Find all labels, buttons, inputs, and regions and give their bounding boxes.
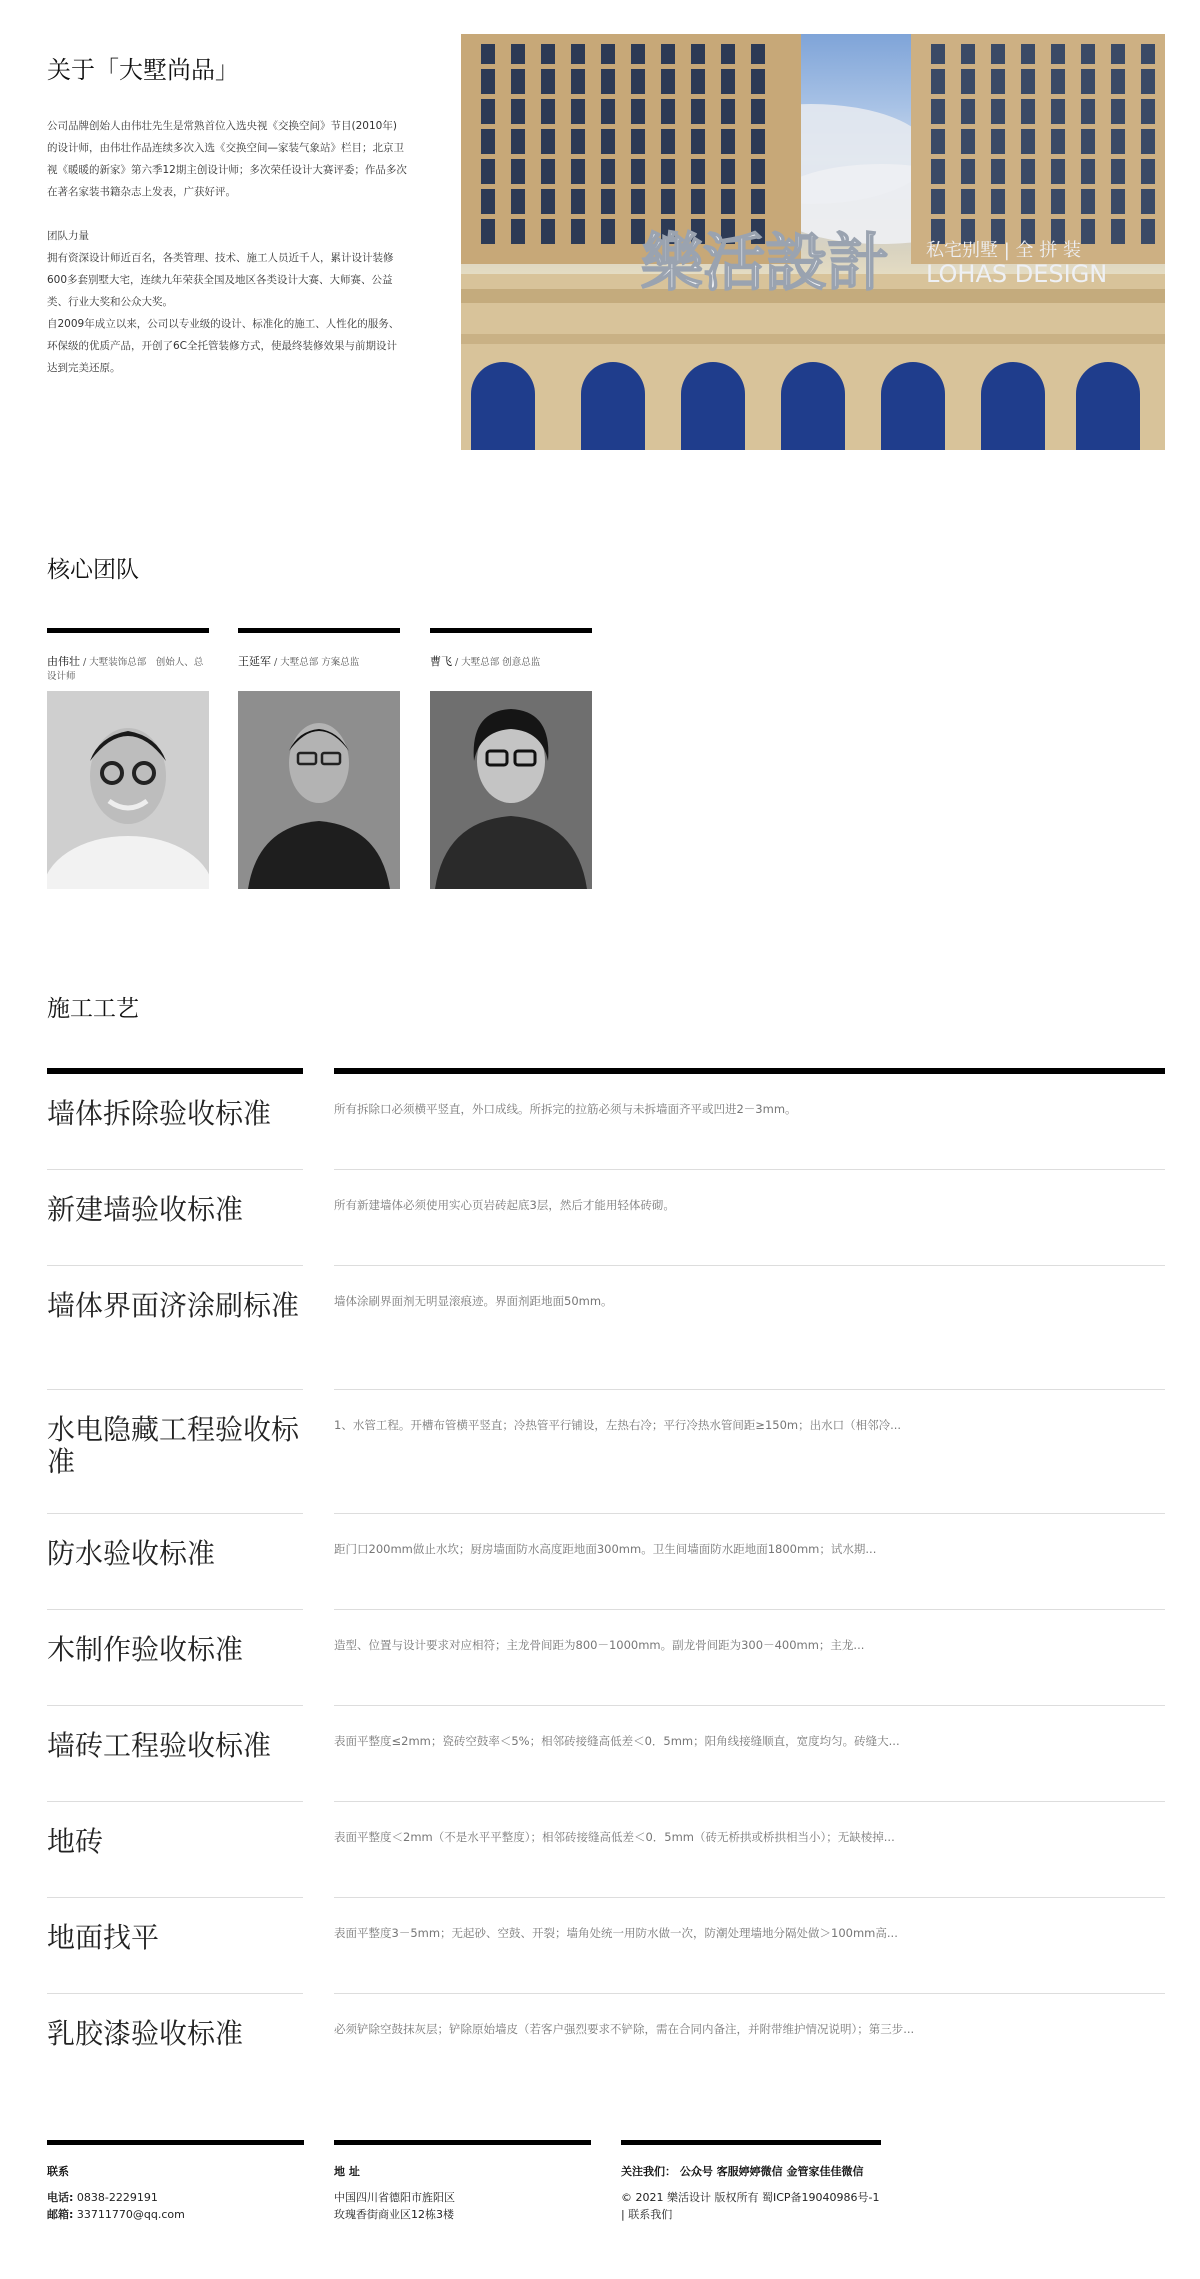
craft-row-title[interactable]: 地砖 xyxy=(47,1825,104,1858)
craft-row[interactable] xyxy=(47,1994,1165,2090)
member-caption xyxy=(430,655,592,691)
footer-contact-title: 联系 xyxy=(47,2165,69,2178)
photo-sign-sub-cn: 私宅别墅 | 全 拼 装 xyxy=(926,240,1081,261)
craft-row-desc: 所有拆除口必须横平竖直，外口成线。所拆完的拉筋必须与未拆墙面齐平或凹进2－3mm。 xyxy=(334,1102,797,1116)
footer-contact-info xyxy=(47,2189,304,2223)
about-title: 关于「大墅尚品」 xyxy=(47,56,239,84)
craft-row[interactable] xyxy=(47,1266,1165,1390)
member-rule xyxy=(238,628,400,633)
footer-address-title: 地 址 xyxy=(334,2165,360,2178)
contact-us-link[interactable]: | 联系我们 xyxy=(621,2208,673,2221)
member-caption xyxy=(238,655,400,691)
craft-row-desc: 墙体涂刷界面剂无明显滚痕迹。界面剂距地面50mm。 xyxy=(334,1294,613,1308)
member-role: / 大墅总部 方案总监 xyxy=(271,657,360,668)
member-photo xyxy=(238,691,400,889)
photo-sign-main: 樂活設計 xyxy=(641,226,890,299)
craft-row-title[interactable]: 木制作验收标准 xyxy=(47,1633,244,1666)
footer-follow-info xyxy=(621,2189,881,2223)
craft-row-title[interactable]: 水电隐藏工程验收标准 xyxy=(47,1413,300,1478)
about-text xyxy=(47,34,407,379)
craft-row[interactable] xyxy=(47,1610,1165,1706)
email-label: 邮箱: xyxy=(47,2208,74,2221)
about-paragraph-team: 拥有资深设计师近百名，各类管理、技术、施工人员近千人，累计设计装修600多套别墅大宅，连续九年荣获全国及地区各类设计大赛、大师赛、公益类、行业大奖和公众大奖。 xyxy=(47,251,394,308)
about-team-heading: 团队力量 xyxy=(47,229,89,242)
member-photo xyxy=(47,691,209,889)
craft-row-title[interactable]: 墙体界面济涂刷标准 xyxy=(47,1289,300,1322)
address-line-1: 中国四川省德阳市旌阳区 xyxy=(334,2191,455,2204)
member-photo xyxy=(430,691,592,889)
footer-rule xyxy=(621,2140,881,2145)
craft-row-title[interactable]: 墙体拆除验收标准 xyxy=(47,1097,272,1130)
craft-title: 施工工艺 xyxy=(47,996,139,1022)
member-role: / 大墅装饰总部 创始人、总设计师 xyxy=(47,657,204,682)
craft-row[interactable] xyxy=(47,1802,1165,1898)
craft-row-title[interactable]: 乳胶漆验收标准 xyxy=(47,2017,244,2050)
craft-row-title[interactable]: 地面找平 xyxy=(47,1921,160,1954)
about-section xyxy=(47,34,1165,450)
member-rule xyxy=(430,628,592,633)
craft-row-desc: 必须铲除空鼓抹灰层；铲除原始墙皮（若客户强烈要求不铲除，需在合同内备注，并附带维护情况说明）；第三步... xyxy=(334,2022,915,2036)
building-illustration xyxy=(461,34,1165,450)
member-name: 由伟壮 xyxy=(47,655,80,668)
footer-address xyxy=(334,2140,591,2223)
about-paragraph-founder: 公司品牌创始人由伟壮先生是常熟首位入选央视《交换空间》节目(2010年)的设计师，由伟壮作品连续多次入选《交换空间—家装气象站》栏目；北京卫视《暖暖的新家》第六季12期主创设计师；多次荣任设计大赛评委；作品多次在著名家装书籍杂志上发表，广获好评。 xyxy=(47,119,407,198)
phone-label: 电话: xyxy=(47,2191,74,2204)
phone-number[interactable]: 0838-2229191 xyxy=(73,2191,158,2204)
member-caption xyxy=(47,655,209,691)
team-member-card xyxy=(47,628,209,889)
craft-row-desc: 表面平整度≤2mm；瓷砖空鼓率＜5%；相邻砖接缝高低差＜0．5mm；阳角线接缝顺直，宽度均匀。砖缝大... xyxy=(334,1734,900,1748)
craft-row-desc: 距门口200mm做止水坎；厨房墙面防水高度距地面300mm。卫生间墙面防水距地面1800mm；试水期... xyxy=(334,1542,877,1556)
footer xyxy=(47,2140,1165,2230)
email-address[interactable]: 33711770@qq.com xyxy=(73,2208,185,2221)
craft-row[interactable] xyxy=(47,1514,1165,1610)
footer-follow xyxy=(621,2140,881,2223)
member-name: 曹飞 xyxy=(430,655,452,668)
craft-row[interactable] xyxy=(47,1898,1165,1994)
address-line-2: 玫瑰香街商业区12栋3楼 xyxy=(334,2208,454,2221)
craft-row-title[interactable]: 新建墙验收标准 xyxy=(47,1193,244,1226)
footer-contact xyxy=(47,2140,304,2223)
craft-row-title[interactable]: 墙砖工程验收标准 xyxy=(47,1729,272,1762)
member-rule xyxy=(47,628,209,633)
photo-sign-sub-en: LOHAS DESIGN xyxy=(926,260,1108,288)
craft-row[interactable] xyxy=(47,1074,1165,1170)
footer-rule xyxy=(334,2140,591,2145)
craft-row[interactable] xyxy=(47,1170,1165,1266)
follow-label: 关注我们： xyxy=(621,2165,676,2178)
craft-row-desc: 造型、位置与设计要求对应相符；主龙骨间距为800－1000mm。副龙骨间距为300－400mm；主龙... xyxy=(334,1638,865,1652)
copyright-text: © 2021 樂活设计 版权所有 蜀ICP备19040986号-1 xyxy=(621,2191,880,2204)
team-member-card xyxy=(238,628,400,889)
member-role: / 大墅总部 创意总监 xyxy=(452,657,541,668)
team-title: 核心团队 xyxy=(47,557,139,583)
team-member-card xyxy=(430,628,592,889)
member-name: 王延军 xyxy=(238,655,271,668)
team-grid xyxy=(47,628,607,892)
building-photo xyxy=(461,34,1165,450)
craft-row-desc: 表面平整度3－5mm；无起砂、空鼓、开裂；墙角处统一用防水做一次，防潮处理墙地分隔处做＞100mm高... xyxy=(334,1926,898,1940)
craft-row-desc: 所有新建墙体必须使用实心页岩砖起底3层，然后才能用轻体砖砌。 xyxy=(334,1198,675,1212)
craft-row-desc: 1、水管工程。开槽布管横平竖直；冷热管平行铺设，左热右冷；平行冷热水管间距≥150m；出水口（相邻冷... xyxy=(334,1418,902,1432)
craft-row[interactable] xyxy=(47,1706,1165,1802)
follow-links[interactable]: 公众号 客服婷婷微信 金管家佳佳微信 xyxy=(679,2165,864,2178)
craft-row-desc: 表面平整度＜2mm（不是水平平整度）；相邻砖接缝高低差＜0．5mm（砖无桥拱或桥拱相当小）；无缺棱掉... xyxy=(334,1830,895,1844)
footer-address-info xyxy=(334,2189,591,2223)
about-paragraph-history: 自2009年成立以来，公司以专业级的设计、标准化的施工、人性化的服务、环保级的优质产品，开创了6C全托管装修方式，使最终装修效果与前期设计达到完美还原。 xyxy=(47,317,400,374)
footer-rule xyxy=(47,2140,304,2145)
craft-row[interactable] xyxy=(47,1390,1165,1514)
craft-row-title[interactable]: 防水验收标准 xyxy=(47,1537,216,1570)
footer-follow-title xyxy=(621,2163,881,2179)
